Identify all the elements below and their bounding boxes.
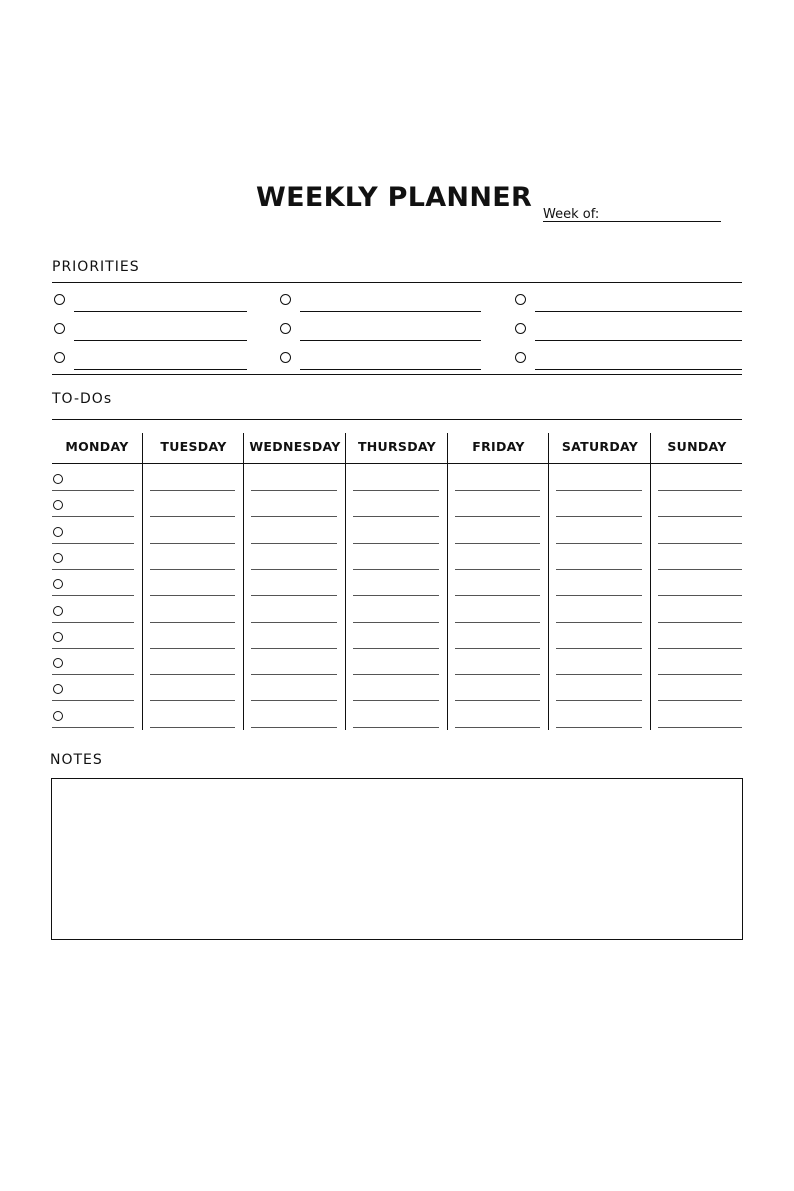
todo-line[interactable] bbox=[455, 674, 540, 675]
todo-line[interactable] bbox=[556, 727, 642, 728]
todos-week-grid bbox=[52, 433, 742, 730]
todos-top-rule bbox=[52, 419, 742, 420]
todo-line[interactable] bbox=[455, 648, 540, 649]
todo-line[interactable] bbox=[52, 569, 134, 570]
day-column-divider bbox=[243, 433, 244, 730]
todo-line[interactable] bbox=[150, 516, 235, 517]
todo-checkbox-circle-icon[interactable] bbox=[53, 553, 63, 563]
day-header-wednesday: WEDNESDAY bbox=[249, 439, 341, 454]
todo-checkbox-circle-icon[interactable] bbox=[53, 500, 63, 510]
todo-line[interactable] bbox=[251, 622, 337, 623]
checkbox-circle-icon[interactable] bbox=[280, 323, 291, 334]
todos-heading: TO-DOs bbox=[52, 391, 113, 407]
todo-line[interactable] bbox=[556, 622, 642, 623]
todo-line[interactable] bbox=[353, 595, 439, 596]
todo-line[interactable] bbox=[353, 674, 439, 675]
todo-line[interactable] bbox=[658, 674, 742, 675]
todo-line[interactable] bbox=[658, 727, 742, 728]
checkbox-circle-icon[interactable] bbox=[280, 294, 291, 305]
todo-checkbox-circle-icon[interactable] bbox=[53, 684, 63, 694]
todo-line[interactable] bbox=[556, 648, 642, 649]
todo-line[interactable] bbox=[353, 516, 439, 517]
todo-line[interactable] bbox=[150, 543, 235, 544]
notes-box[interactable] bbox=[51, 778, 743, 940]
todo-line[interactable] bbox=[455, 700, 540, 701]
todo-line[interactable] bbox=[52, 674, 134, 675]
todo-line[interactable] bbox=[455, 543, 540, 544]
priority-line[interactable] bbox=[535, 369, 742, 370]
todo-line[interactable] bbox=[52, 648, 134, 649]
todo-line[interactable] bbox=[251, 648, 337, 649]
priority-line[interactable] bbox=[535, 340, 742, 341]
todo-line[interactable] bbox=[658, 700, 742, 701]
todo-line[interactable] bbox=[353, 700, 439, 701]
priority-line[interactable] bbox=[74, 340, 247, 341]
todo-line[interactable] bbox=[556, 595, 642, 596]
priorities-bottom-rule bbox=[52, 374, 742, 375]
todo-line[interactable] bbox=[556, 569, 642, 570]
checkbox-circle-icon[interactable] bbox=[280, 352, 291, 363]
checkbox-circle-icon[interactable] bbox=[54, 323, 65, 334]
priority-line[interactable] bbox=[300, 369, 481, 370]
todo-checkbox-circle-icon[interactable] bbox=[53, 579, 63, 589]
week-of-field[interactable] bbox=[543, 203, 721, 222]
todo-line[interactable] bbox=[52, 490, 134, 491]
page-title: WEEKLY PLANNER bbox=[256, 182, 533, 213]
todo-line[interactable] bbox=[353, 622, 439, 623]
todo-line[interactable] bbox=[658, 569, 742, 570]
checkbox-circle-icon[interactable] bbox=[515, 352, 526, 363]
todo-line[interactable] bbox=[658, 595, 742, 596]
todo-line[interactable] bbox=[150, 648, 235, 649]
todo-line[interactable] bbox=[556, 490, 642, 491]
todo-checkbox-circle-icon[interactable] bbox=[53, 527, 63, 537]
todo-line[interactable] bbox=[251, 490, 337, 491]
priority-line[interactable] bbox=[300, 311, 481, 312]
checkbox-circle-icon[interactable] bbox=[54, 352, 65, 363]
checkbox-circle-icon[interactable] bbox=[54, 294, 65, 305]
checkbox-circle-icon[interactable] bbox=[515, 294, 526, 305]
todo-line[interactable] bbox=[251, 569, 337, 570]
day-header-saturday: SATURDAY bbox=[561, 439, 639, 454]
todo-line[interactable] bbox=[150, 622, 235, 623]
todo-line[interactable] bbox=[455, 490, 540, 491]
day-header-tuesday: TUESDAY bbox=[160, 439, 227, 454]
day-column-divider bbox=[142, 433, 143, 730]
todo-line[interactable] bbox=[353, 648, 439, 649]
day-column-divider bbox=[345, 433, 346, 730]
todo-line[interactable] bbox=[556, 543, 642, 544]
day-header-friday: FRIDAY bbox=[472, 439, 525, 454]
todo-line[interactable] bbox=[52, 516, 134, 517]
todo-line[interactable] bbox=[52, 622, 134, 623]
todo-line[interactable] bbox=[52, 595, 134, 596]
todo-line[interactable] bbox=[52, 727, 134, 728]
todo-line[interactable] bbox=[556, 674, 642, 675]
todo-line[interactable] bbox=[150, 490, 235, 491]
day-header-thursday: THURSDAY bbox=[357, 439, 437, 454]
priority-line[interactable] bbox=[74, 369, 247, 370]
day-column-divider bbox=[548, 433, 549, 730]
priority-line[interactable] bbox=[535, 311, 742, 312]
todo-line[interactable] bbox=[251, 516, 337, 517]
todo-checkbox-circle-icon[interactable] bbox=[53, 606, 63, 616]
todo-line[interactable] bbox=[52, 700, 134, 701]
priority-line[interactable] bbox=[300, 340, 481, 341]
todo-line[interactable] bbox=[455, 569, 540, 570]
todo-line[interactable] bbox=[150, 727, 235, 728]
todo-line[interactable] bbox=[150, 569, 235, 570]
todo-line[interactable] bbox=[353, 727, 439, 728]
todo-line[interactable] bbox=[353, 569, 439, 570]
priority-line[interactable] bbox=[74, 311, 247, 312]
checkbox-circle-icon[interactable] bbox=[515, 323, 526, 334]
todo-checkbox-circle-icon[interactable] bbox=[53, 632, 63, 642]
todo-line[interactable] bbox=[455, 622, 540, 623]
todo-line[interactable] bbox=[455, 516, 540, 517]
todo-line[interactable] bbox=[251, 727, 337, 728]
todo-line[interactable] bbox=[150, 700, 235, 701]
week-of-label: Week of: bbox=[543, 207, 600, 222]
priorities-heading: PRIORITIES bbox=[52, 259, 140, 275]
todo-line[interactable] bbox=[353, 490, 439, 491]
todo-line[interactable] bbox=[658, 543, 742, 544]
todo-line[interactable] bbox=[455, 595, 540, 596]
todo-line[interactable] bbox=[150, 595, 235, 596]
todo-line[interactable] bbox=[658, 516, 742, 517]
priorities-top-rule bbox=[52, 282, 742, 283]
day-column-divider bbox=[650, 433, 651, 730]
todo-line[interactable] bbox=[658, 622, 742, 623]
notes-heading: NOTES bbox=[50, 752, 103, 768]
day-column-divider bbox=[447, 433, 448, 730]
day-header-monday: MONDAY bbox=[65, 439, 129, 454]
todo-line[interactable] bbox=[251, 674, 337, 675]
todo-line[interactable] bbox=[251, 543, 337, 544]
todo-line[interactable] bbox=[52, 543, 134, 544]
todo-line[interactable] bbox=[150, 674, 235, 675]
day-header-rule bbox=[52, 463, 742, 464]
todo-line[interactable] bbox=[455, 727, 540, 728]
todo-line[interactable] bbox=[556, 700, 642, 701]
todo-line[interactable] bbox=[556, 516, 642, 517]
todo-checkbox-circle-icon[interactable] bbox=[53, 711, 63, 721]
todo-line[interactable] bbox=[251, 595, 337, 596]
todo-line[interactable] bbox=[658, 648, 742, 649]
todo-line[interactable] bbox=[251, 700, 337, 701]
todo-checkbox-circle-icon[interactable] bbox=[53, 658, 63, 668]
todo-checkbox-circle-icon[interactable] bbox=[53, 474, 63, 484]
day-header-sunday: SUNDAY bbox=[667, 439, 727, 454]
todo-line[interactable] bbox=[353, 543, 439, 544]
todo-line[interactable] bbox=[658, 490, 742, 491]
